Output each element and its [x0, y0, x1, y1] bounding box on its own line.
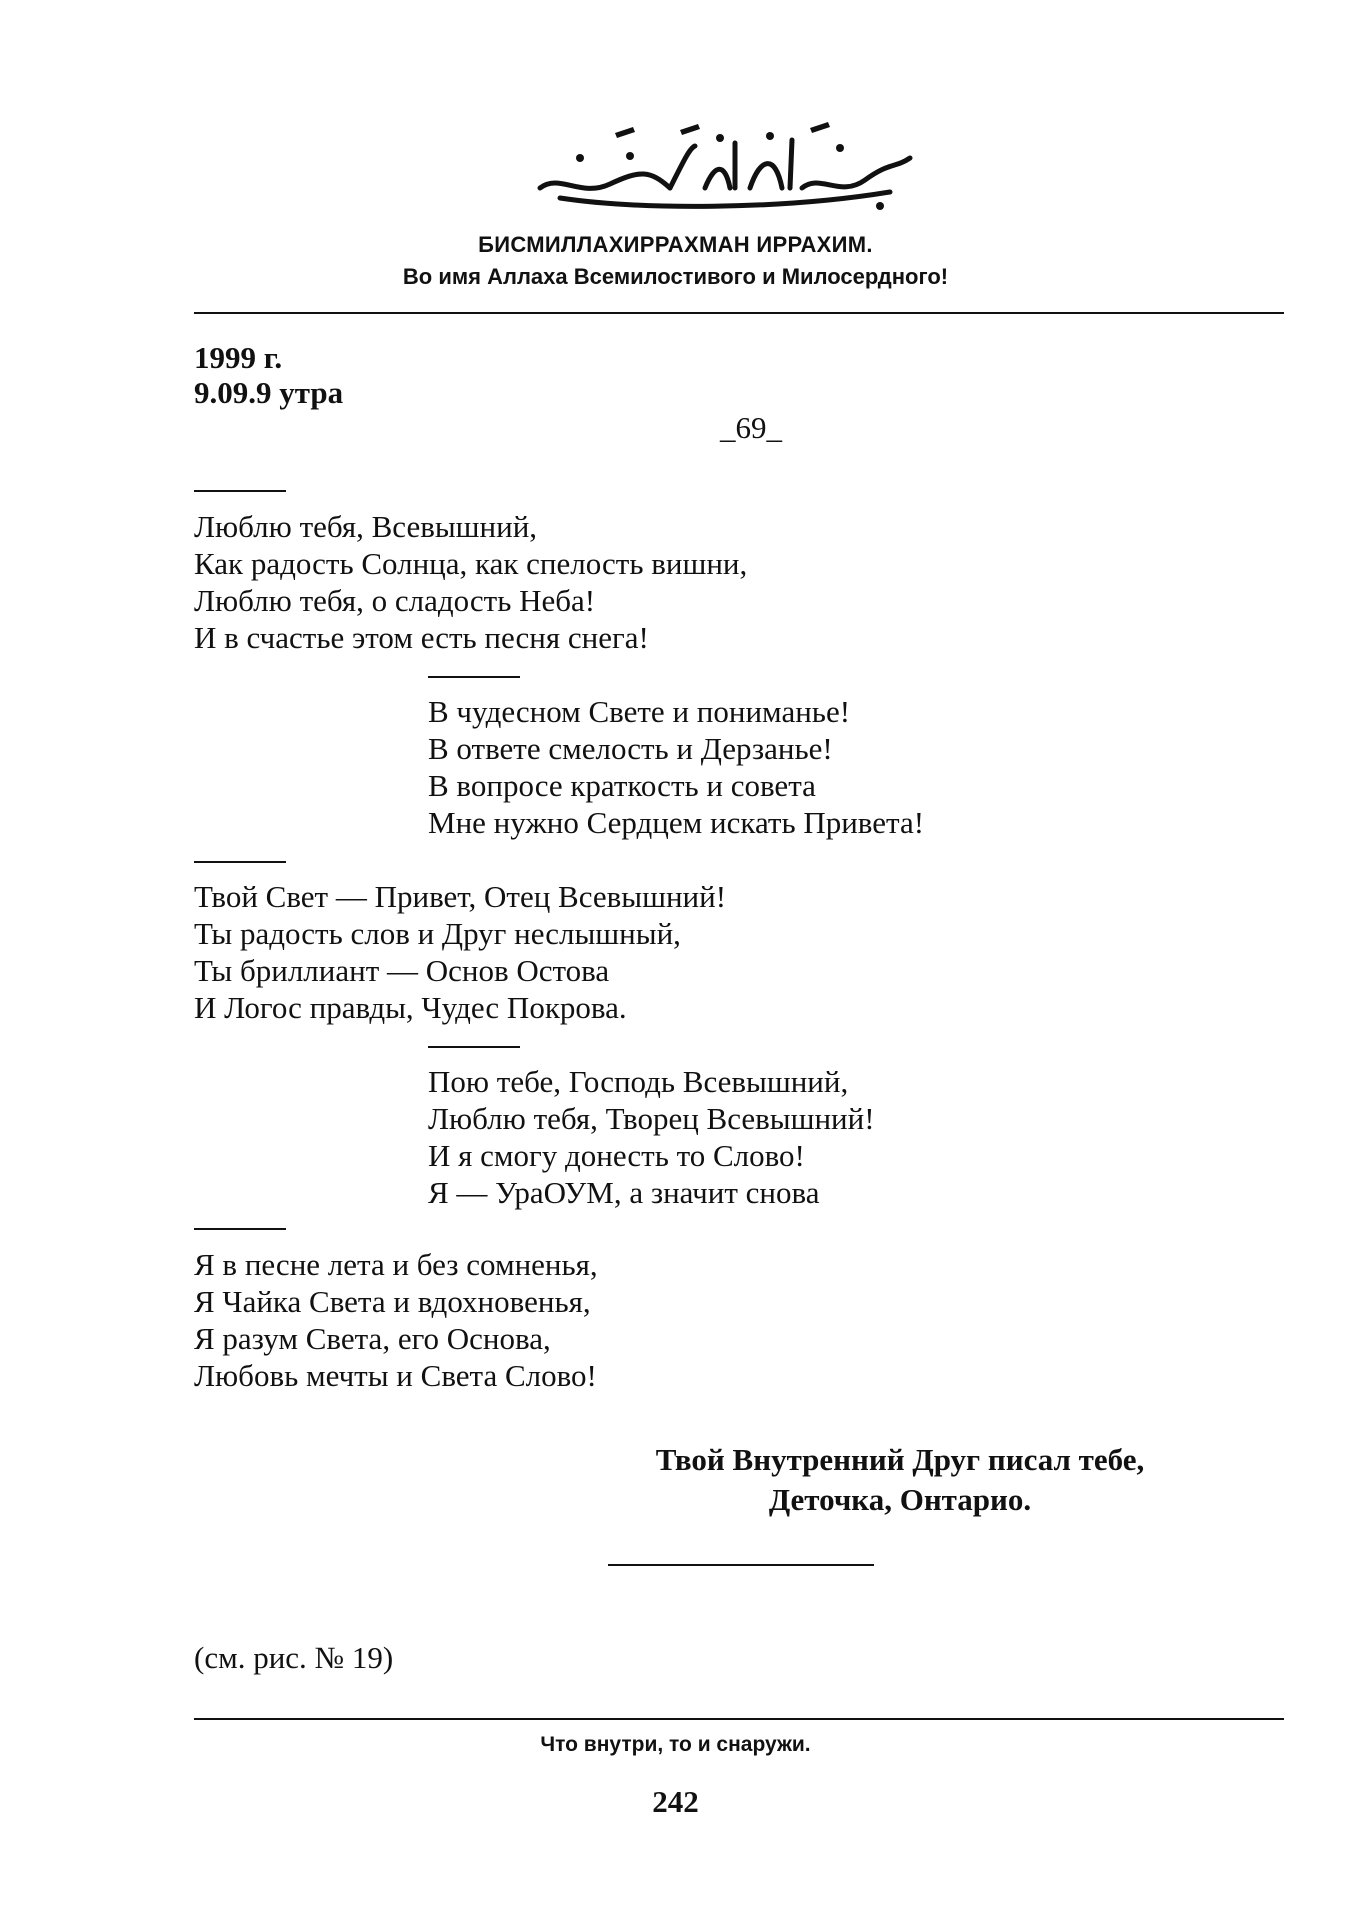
poem-line: И Логос правды, Чудес Покрова.: [194, 990, 627, 1025]
stanza: [428, 1063, 875, 1211]
poem-line: Люблю тебя, о сладость Неба!: [194, 583, 596, 618]
poem-line: Мне нужно Сердцем искать Привета!: [428, 805, 925, 840]
poem-line: Любовь мечты и Света Слово!: [194, 1358, 597, 1393]
poem-line: Твой Свет — Привет, Отец Всевышний!: [194, 879, 727, 914]
poem-line: Люблю тебя, Всевышний,: [194, 509, 538, 544]
signature-line: Деточка, Онтарио.: [768, 1482, 1032, 1517]
poem-line: И в счастье этом есть песня снега!: [194, 620, 649, 655]
poem-line: Как радость Солнца, как спелость вишни,: [194, 546, 748, 581]
poem-line: И я смогу донесть то Слово!: [428, 1138, 805, 1173]
stanza: [428, 693, 924, 841]
poem-line: Ты радость слов и Друг неслышный,: [194, 916, 681, 951]
figure-reference: (см. рис. № 19): [194, 1640, 394, 1675]
header-subtitle: Во имя Аллаха Всемилостивого и Милосердного!: [402, 264, 949, 289]
footer-motto: Что внутри, то и снаружи.: [540, 1733, 811, 1756]
stanza: [194, 878, 726, 1026]
stanza-divider: [428, 1046, 520, 1048]
poem-line: Я в песне лета и без сомненья,: [194, 1247, 598, 1282]
stanza: [194, 1246, 598, 1394]
stanza-divider: [428, 676, 520, 678]
poem-number: _69_: [720, 410, 782, 445]
stanza-divider: [194, 861, 286, 863]
poem-line: Я разум Света, его Основа,: [194, 1321, 551, 1356]
poem-line: В чудесном Свете и пониманье!: [428, 694, 851, 729]
entry-year: 1999 г.: [194, 340, 283, 375]
stanza-divider: [194, 1228, 286, 1230]
header-title: БИСМИЛЛАХИРРАХМАН ИРРАХИМ.: [478, 232, 873, 257]
stanza-divider: [194, 490, 286, 492]
poem-line: В вопросе краткость и совета: [428, 768, 816, 803]
entry-datetime: 9.09.9 утра: [194, 375, 344, 410]
signature-line: Твой Внутренний Друг писал тебе,: [655, 1442, 1145, 1477]
page-number: 242: [652, 1784, 699, 1819]
header-divider: [194, 312, 1284, 314]
poem-line: Люблю тебя, Творец Всевышний!: [428, 1101, 875, 1136]
footer-divider: [194, 1718, 1284, 1720]
signature: [600, 1440, 1200, 1520]
poem-line: Я Чайка Света и вдохновенья,: [194, 1284, 591, 1319]
stanza: [194, 508, 747, 656]
poem-line: Пою тебе, Господь Всевышний,: [428, 1064, 849, 1099]
arabic-basmala-calligraphy-icon: [520, 118, 920, 218]
poem-line: Ты бриллиант — Основ Остова: [194, 953, 610, 988]
poem-line: Я — УраОУМ, а значит снова: [428, 1175, 820, 1210]
poem-line: В ответе смелость и Дерзанье!: [428, 731, 833, 766]
signature-divider: [608, 1564, 874, 1566]
